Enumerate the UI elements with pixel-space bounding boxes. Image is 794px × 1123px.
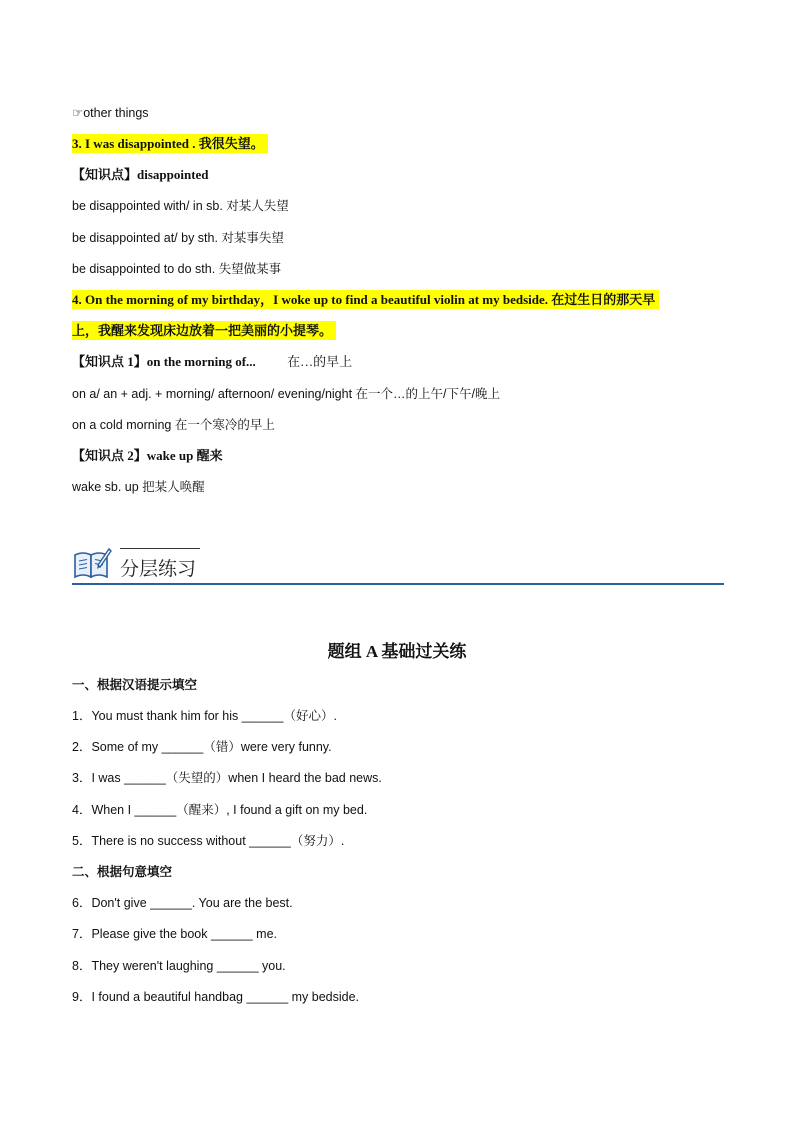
- banner-title: 分层练习: [120, 558, 197, 580]
- item3-line: be disappointed to do sth. 失望做某事: [72, 262, 282, 276]
- exercise-item: 5．There is no success without ______（努力）.: [72, 834, 345, 848]
- item4-point1-line: on a cold morning 在一个寒冷的早上: [72, 418, 275, 432]
- item3-line: be disappointed with/ in sb. 对某人失望: [72, 199, 289, 213]
- item4-point1: [72, 353, 352, 371]
- item3-point-label: 【知识点】disappointed: [72, 167, 209, 182]
- exercise-item: 2．Some of my ______（错）were very funny.: [72, 740, 332, 754]
- item4-sentence-line1-text: 4. On the morning of my birthday，I woke up to find a beautiful violin at my bedside. 在过生日的那天早: [72, 290, 659, 309]
- exercise-item: 7．Please give the book ______ me.: [72, 927, 277, 941]
- exercise-item: 1．You must thank him for his ______（好心）.: [72, 709, 337, 723]
- item4-point1-line: on a/ an + adj. + morning/ afternoon/ evening/night 在一个…的上午/下午/晚上: [72, 387, 500, 401]
- top-note: ☞other things: [72, 106, 149, 120]
- exercise-item: 3．I was ______（失望的）when I heard the bad news.: [72, 771, 382, 785]
- exercise-item: 6．Don't give ______. You are the best.: [72, 896, 293, 910]
- banner-rule: [72, 583, 724, 585]
- exercise-item: 9．I found a beautiful handbag ______ my bedside.: [72, 990, 360, 1004]
- item3-line: be disappointed at/ by sth. 对某事失望: [72, 231, 284, 245]
- group-title: 题组 A 基础过关练: [327, 642, 467, 661]
- item4-point2-label: 【知识点 2】wake up 醒来: [72, 448, 223, 463]
- section-banner: [72, 543, 724, 585]
- item4-sentence-line2-text: 上，我醒来发现床边放着一把美丽的小提琴。: [72, 321, 336, 340]
- item4-point1-label: 【知识点 1】on the morning of...: [72, 354, 256, 369]
- item4-sentence-line1: [72, 291, 659, 309]
- item4-point2-line: wake sb. up 把某人唤醒: [72, 480, 205, 494]
- section1-heading: 一、根据汉语提示填空: [72, 677, 198, 692]
- exercise-item: 8．They weren't laughing ______ you.: [72, 959, 286, 973]
- section2-heading: 二、根据句意填空: [72, 864, 173, 879]
- item4-sentence-line2: [72, 322, 336, 340]
- item3-sentence-text: 3. I was disappointed . 我很失望。: [72, 134, 268, 153]
- item4-point1-meaning: 在…的早上: [287, 354, 353, 369]
- item3-sentence: [72, 135, 268, 153]
- banner-top-rule: [120, 548, 200, 549]
- open-book-pen-icon: [72, 543, 112, 583]
- exercise-item: 4．When I ______（醒来）, I found a gift on my bed.: [72, 803, 368, 817]
